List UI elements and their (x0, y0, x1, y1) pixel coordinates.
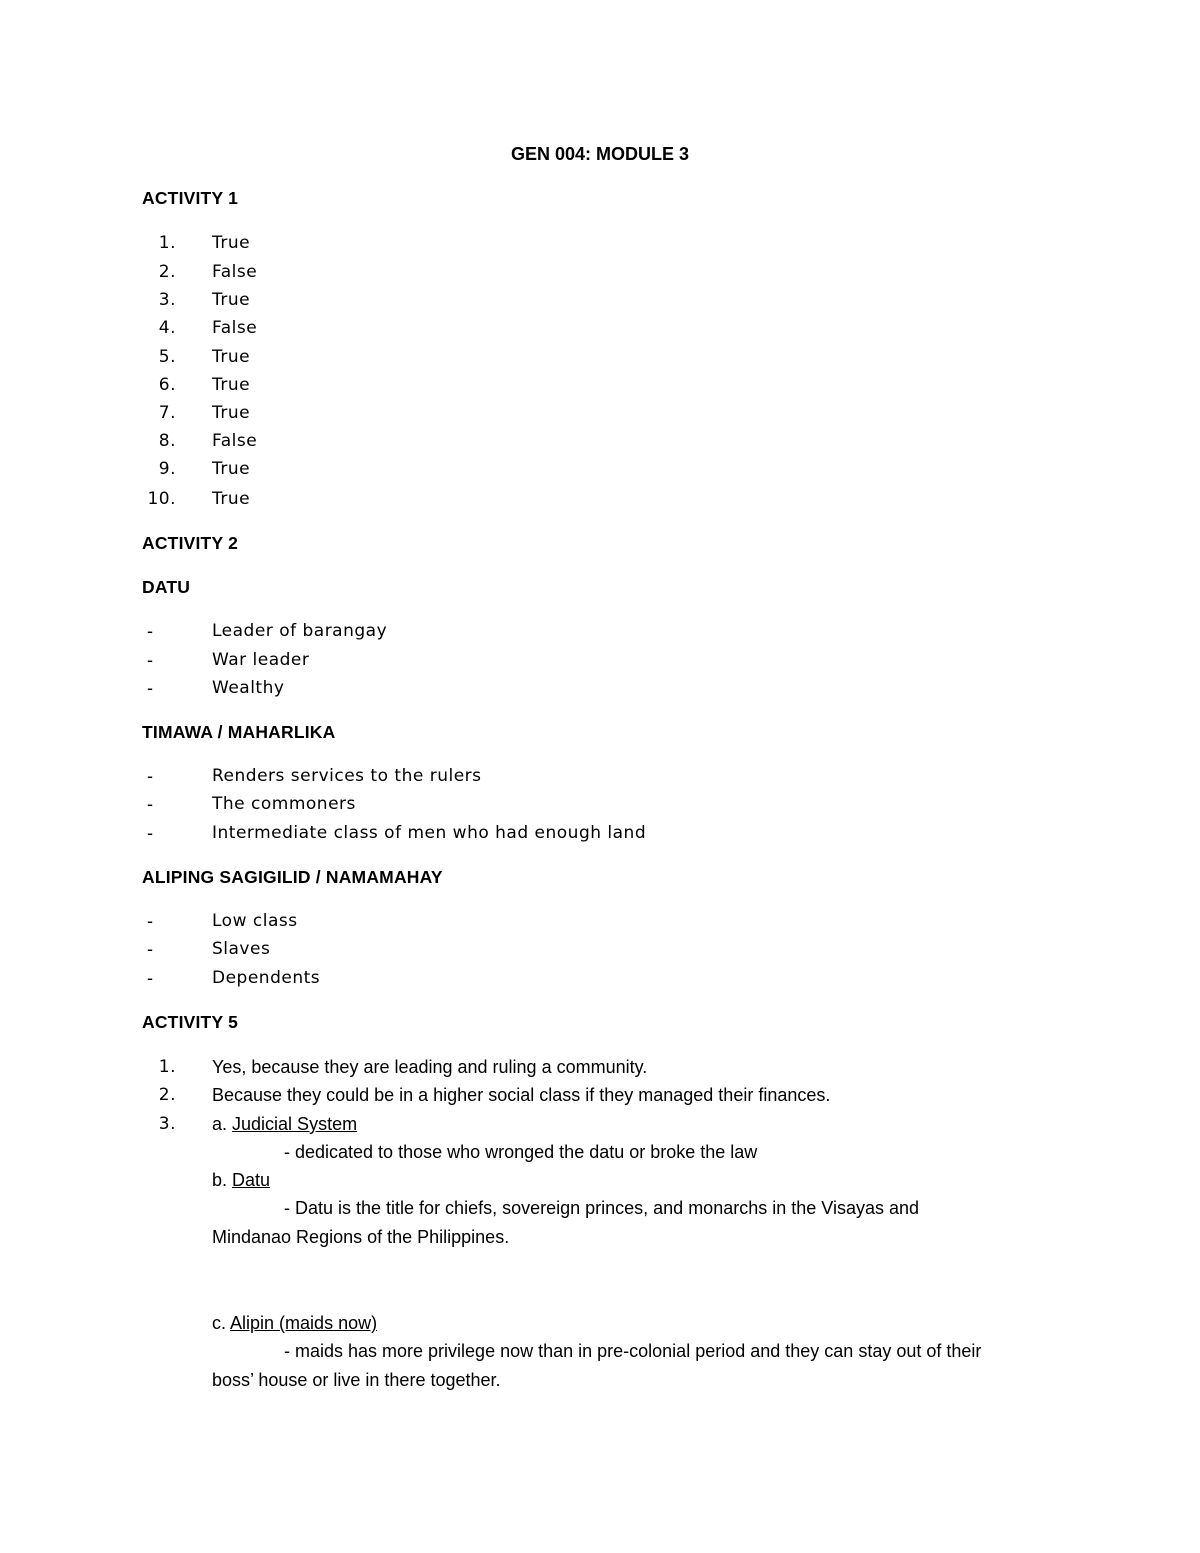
list-number: 6. (158, 375, 176, 395)
answer-text: True (212, 375, 251, 395)
list-number: 1. (158, 233, 176, 253)
list-number: 4. (158, 318, 176, 338)
sub-title-alipin: Alipin (maids now) (230, 1313, 378, 1333)
bullet-text: War leader (212, 650, 310, 670)
list-number: 7. (158, 403, 176, 423)
bullet-text: Renders services to the rulers (212, 766, 482, 786)
list-number: 3. (158, 1114, 176, 1134)
bullet-text: The commoners (212, 794, 356, 814)
group-heading-datu: DATU (142, 577, 191, 597)
list-number: 5. (158, 347, 176, 367)
answer-text: True (212, 403, 251, 423)
list-number: 3. (158, 290, 176, 310)
answer-text: False (212, 318, 258, 338)
sub-desc-datu-line2: Mindanao Regions of the Philippines. (212, 1227, 510, 1247)
bullet-text: Leader of barangay (212, 621, 388, 641)
page-title: GEN 004: MODULE 3 (510, 144, 690, 164)
list-number: 9. (158, 459, 176, 479)
answer-text: Yes, because they are leading and ruling a community. (212, 1057, 648, 1077)
activity-2-heading: ACTIVITY 2 (142, 533, 239, 553)
bullet-text: Intermediate class of men who had enough land (212, 823, 647, 843)
sub-prefix: a. (212, 1114, 228, 1134)
list-number: 1. (158, 1057, 176, 1077)
list-number: 8. (158, 431, 176, 451)
activity-5-heading: ACTIVITY 5 (142, 1012, 239, 1032)
list-number: 2. (158, 1085, 176, 1105)
answer-text: True (212, 489, 251, 509)
bullet-text: Wealthy (212, 678, 285, 698)
answer-text: False (212, 431, 258, 451)
sub-title-judicial-system: Judicial System (232, 1114, 358, 1134)
activity-1-heading: ACTIVITY 1 (142, 188, 239, 208)
sub-desc-alipin-line2: boss’ house or live in there together. (212, 1370, 501, 1390)
sub-item-a (212, 1111, 357, 1137)
sub-desc-judicial: - dedicated to those who wronged the datu or broke the law (284, 1142, 758, 1162)
answer-text: True (212, 459, 251, 479)
bullet-text: Slaves (212, 939, 271, 959)
sub-item-b (212, 1167, 270, 1193)
list-number: 2. (158, 262, 176, 282)
group-heading-aliping: ALIPING SAGIGILID / NAMAMAHAY (142, 867, 443, 887)
answer-text: True (212, 290, 251, 310)
sub-item-c (212, 1310, 377, 1336)
document-page: GEN 004: MODULE 3 ACTIVITY 1 1. True 2. False 3. True 4. False 5. True 6. True 7. True 8. False 9. True 10. True ACTIVITY 2 DATU - Leader of barangay - War leader - Wealthy TIMAWA / MAHARLIKA - Renders services to the rulers - The commoners - Intermediate class of men who had enough land ALIPING SAGIGILID / NAMAMAHAY - Low class - Slaves - Dependents ACTIVITY 5 1. Yes, because they are leading and ruling a community. 2. Because they could be in a higher social class if they managed their finances. 3. a. Judicial System - dedicated to those who wronged the datu or broke the law b. Datu - Datu is the title for chiefs, sovereign princes, and monarchs in the Visayas and Mindanao Regions of the Philippines. c. Alipin (maids now) - maids has more privilege now than in pre-colonial period and they can stay out of their boss’ house or live in there together. (0, 0, 1200, 1553)
sub-prefix: c. (212, 1313, 227, 1333)
list-number: 10. (147, 489, 176, 509)
bullet-text: Dependents (212, 968, 321, 988)
answer-text: Because they could be in a higher social class if they managed their finances. (212, 1085, 831, 1105)
answer-text: False (212, 262, 258, 282)
bullet-text: Low class (212, 911, 298, 931)
sub-desc-alipin-line1: - maids has more privilege now than in pre-colonial period and they can stay out of their (284, 1341, 982, 1361)
sub-title-datu: Datu (232, 1170, 271, 1190)
group-heading-timawa: TIMAWA / MAHARLIKA (142, 722, 336, 742)
sub-desc-datu-line1: - Datu is the title for chiefs, sovereign princes, and monarchs in the Visayas and (284, 1198, 919, 1218)
answer-text: True (212, 233, 251, 253)
sub-prefix: b. (212, 1170, 228, 1190)
answer-text: True (212, 347, 251, 367)
